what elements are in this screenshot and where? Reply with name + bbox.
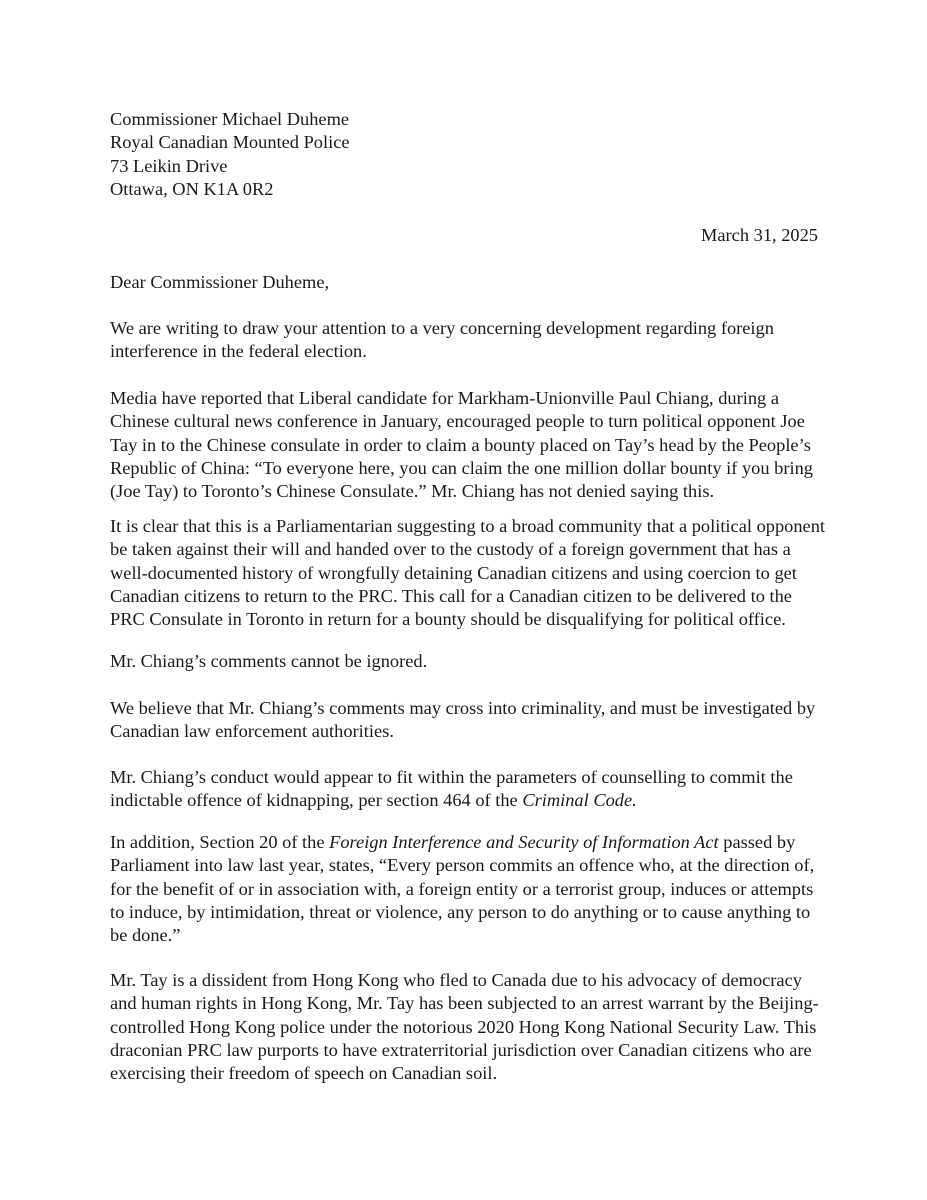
text-run: In addition, Section 20 of the xyxy=(110,832,330,852)
paragraph-line xyxy=(110,831,820,854)
recipient-address xyxy=(110,108,820,201)
paragraph-line: for the benefit of or in association with, a foreign entity or a terrorist group, induces or attempts xyxy=(110,878,814,899)
paragraph-parliamentarian xyxy=(110,515,826,631)
recipient-line: Ottawa, ON K1A 0R2 xyxy=(110,178,274,199)
recipient-line: Commissioner Michael Duheme xyxy=(110,109,350,129)
paragraph-media-report xyxy=(110,387,820,503)
criminal-code-title: Criminal Code. xyxy=(522,790,637,811)
paragraph-line: Tay in to the Chinese consulate in order to claim a bounty placed on Tay’s head by the People’s xyxy=(110,434,811,455)
paragraph-line: Republic of China: “To everyone here, you can claim the one million dollar bounty if you bring xyxy=(110,457,813,478)
paragraph-criminal-code xyxy=(110,766,820,813)
paragraph-line: interference in the federal election. xyxy=(110,341,367,362)
paragraph-line: exercising their freedom of speech on Canadian soil. xyxy=(110,1063,498,1084)
paragraph-line: well-documented history of wrongfully detaining Canadian citizens and using coercion to get xyxy=(110,562,797,583)
paragraph-line: We are writing to draw your attention to a very concerning development regarding foreign xyxy=(110,318,774,338)
paragraph-line: We believe that Mr. Chiang’s comments may cross into criminality, and must be investigated by xyxy=(110,698,816,718)
text-run: indictable offence of kidnapping, per section 464 of the xyxy=(110,790,523,811)
paragraph-line: It is clear that this is a Parliamentarian suggesting to a broad community that a political opponent xyxy=(110,516,826,536)
salutation xyxy=(110,271,820,294)
paragraph-line: (Joe Tay) to Toronto’s Chinese Consulate.” Mr. Chiang has not denied saying this. xyxy=(110,481,715,502)
text-run: passed by xyxy=(718,832,796,852)
salutation-text: Dear Commissioner Duheme, xyxy=(110,272,330,292)
paragraph-line: PRC Consulate in Toronto in return for a bounty should be disqualifying for political office. xyxy=(110,609,786,630)
letter-date: March 31, 2025 xyxy=(701,225,818,245)
paragraph-line: be taken against their will and handed over to the custody of a foreign government that has a xyxy=(110,539,791,560)
paragraph-line: Mr. Chiang’s comments cannot be ignored. xyxy=(110,651,428,671)
paragraph-criminality xyxy=(110,697,820,744)
paragraph-tay-background xyxy=(110,969,820,1085)
paragraph-line: Mr. Chiang’s conduct would appear to fit within the parameters of counselling to commit the xyxy=(110,767,793,787)
paragraph-line: Media have reported that Liberal candidate for Markham-Unionville Paul Chiang, during a xyxy=(110,388,779,408)
paragraph-line xyxy=(110,789,820,812)
act-title: Foreign Interference and Security of Information Act xyxy=(329,832,719,852)
paragraph-intro xyxy=(110,317,820,364)
paragraph-line: to induce, by intimidation, threat or violence, any person to do anything or to cause anything to xyxy=(110,901,811,922)
paragraph-line: Canadian law enforcement authorities. xyxy=(110,721,394,742)
paragraph-fisia xyxy=(110,831,820,947)
recipient-line: 73 Leikin Drive xyxy=(110,155,228,176)
paragraph-line: and human rights in Hong Kong, Mr. Tay has been subjected to an arrest warrant by the Beijing- xyxy=(110,993,819,1014)
paragraph-line: be done.” xyxy=(110,925,181,946)
paragraph-line: Chinese cultural news conference in January, encouraged people to turn political opponent Joe xyxy=(110,411,805,432)
paragraph-cannot-ignore xyxy=(110,650,820,673)
recipient-line: Royal Canadian Mounted Police xyxy=(110,132,350,153)
paragraph-line: draconian PRC law purports to have extraterritorial jurisdiction over Canadian citizens who are xyxy=(110,1039,812,1060)
paragraph-line: Mr. Tay is a dissident from Hong Kong who fled to Canada due to his advocacy of democracy xyxy=(110,970,802,990)
paragraph-line: controlled Hong Kong police under the notorious 2020 Hong Kong National Security Law. This xyxy=(110,1016,817,1037)
paragraph-line: Parliament into law last year, states, “Every person commits an offence who, at the direction of, xyxy=(110,855,815,876)
paragraph-line: Canadian citizens to return to the PRC. This call for a Canadian citizen to be delivered to the xyxy=(110,585,792,606)
